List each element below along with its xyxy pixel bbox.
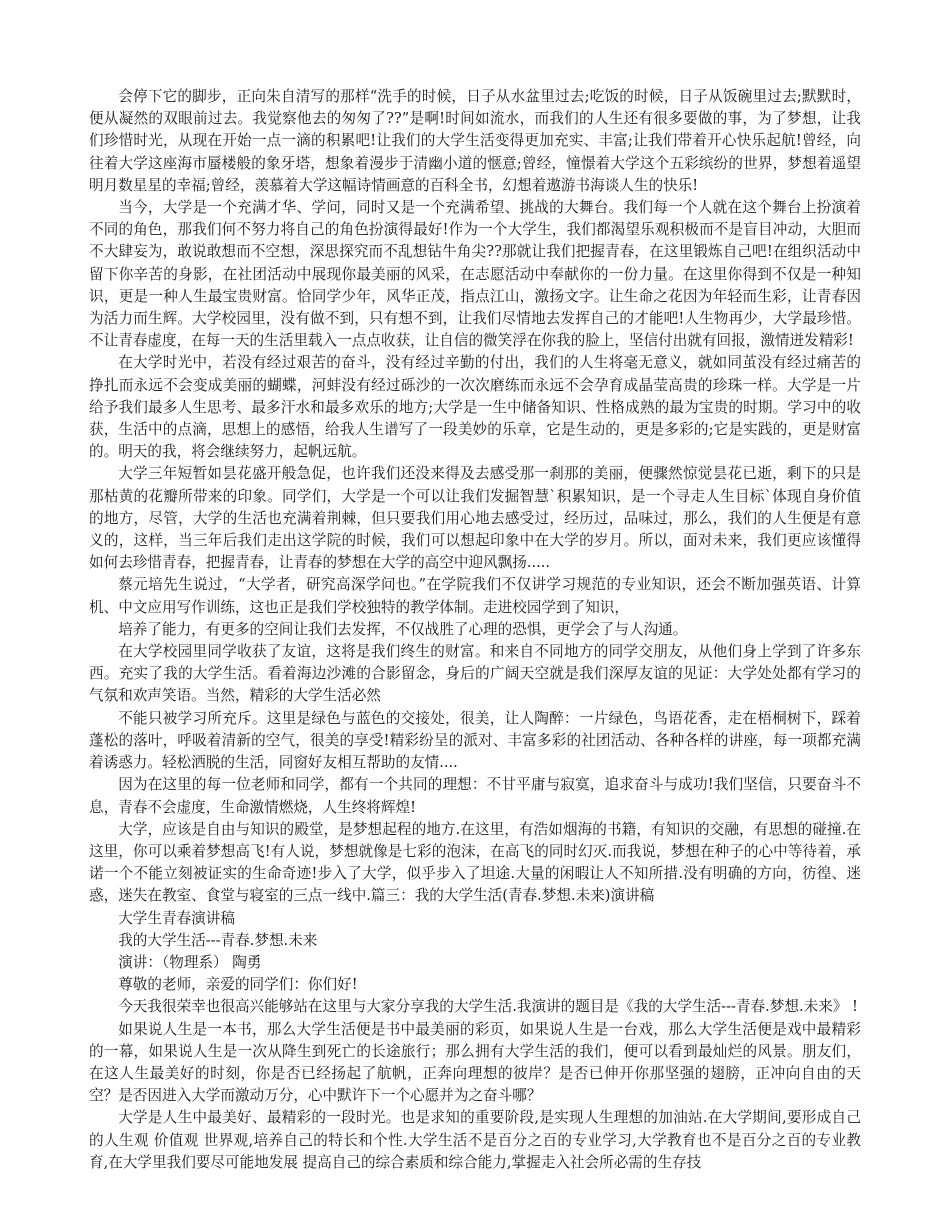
speaker-line: 演讲：（物理系） 陶勇 bbox=[118, 953, 262, 971]
paragraph: 如果说人生是一本书，那么大学生活便是书中最美丽的彩页，如果说人生是一台戏，那么大学生活便是戏中最精彩的一幕，如果说人生是一次从降生到死亡的长途旅行；那么拥有大学生活的我们，便可以看到最灿烂的风景。朋友们，在这人生最美好的时刻，你是否已经扬起了航帆，正奔向理想的彼岸？是否已伸开你那坚强的翅膀，正冲向自由的天空？是否因进入大学而激动万分，心中默许下一个心愿并为之奋斗哪？ bbox=[89, 1020, 861, 1105]
document-body bbox=[89, 86, 861, 1174]
paragraph: 蔡元培先生说过，“大学者，研究高深学问也。”在学院我们不仅讲学习规范的专业知识，还会不断加强英语、计算机、中文应用写作训练，这也正是我们学校独特的教学体制。走进校园学到了知识， bbox=[89, 576, 861, 616]
paragraph: 因为在这里的每一位老师和同学，都有一个共同的理想：不甘平庸与寂寞，追求奋斗与成功!我们坚信，只要奋斗不息，青春不会虚度，生命激情燃烧，人生终将辉煌! bbox=[89, 776, 861, 816]
speech-title: 大学生青春演讲稿 bbox=[118, 909, 235, 927]
paragraph: 今天我很荣幸也很高兴能够站在这里与大家分享我的大学生活.我演讲的题目是《我的大学生活---青春.梦想.未来》 ! bbox=[118, 998, 858, 1016]
paragraph: 不能只被学习所充斥。这里是绿色与蓝色的交接处，很美，让人陶醉：一片绿色，鸟语花香，走在梧桐树下，踩着蓬松的落叶，呼吸着清新的空气，很美的享受!精彩纷呈的派对、丰富多彩的社团活动、各种各样的讲座，每一项都充满着诱惑力。轻松洒脱的生活，同窗好友相互帮助的友情.... bbox=[89, 709, 861, 772]
paragraph: 在大学校园里同学收获了友谊，这将是我们终生的财富。和来自不同地方的同学交朋友，从他们身上学到了许多东西。充实了我的大学生活。看着海边沙滩的合影留念，身后的广阔天空就是我们深厚友谊的见证：大学处处都有学习的气氛和欢声笑语。当然，精彩的大学生活必然 bbox=[89, 643, 861, 705]
paragraph: 当今，大学是一个充满才华、学问，同时又是一个充满希望、挑战的大舞台。我们每一个人就在这个舞台上扮演着不同的角色，那我们何不努力将自己的角色扮演得最好!作为一个大学生，我们都渴望乐观积极而不是盲目冲动，大胆而不大肆妄为，敢说敢想而不空想，深思探究而不乱想钻牛角尖??那就让我们把握青春，在这里锻炼自己吧!在组织活动中留下你辛苦的身影，在社团活动中展现你最美丽的风采，在志愿活动中奉献你的一份力量。在这里你得到不仅是一种知识，更是一种人生最宝贵财富。恰同学少年，风华正茂，指点江山，激扬文字。让生命之花因为年轻而生彩，让青春因为活力而生辉。大学校园里，没有做不到，只有想不到，让我们尽情地去发挥自己的才能吧!人生物再少，大学最珍惜。不让青春虚度，在每一天的生活里载入一点点收获，让自信的微笑浮在你我的脸上，坚信付出就有回报，激情迸发精彩! bbox=[89, 199, 861, 350]
paragraph: 大学，应该是自由与知识的殿堂，是梦想起程的地方.在这里，有浩如烟海的书籍，有知识的交融，有思想的碰撞.在这里，你可以乘着梦想高飞!有人说，梦想就像是七彩的泡沫，在高飞的同时幻灭.而我说，梦想在种子的心中等待着，承诺一个不能立刻被证实的生命奇迹!步入了大学，似乎步入了坦途.大量的闲暇让人不知所措.没有明确的方向，彷徨、迷惑，迷失在教室、食堂与寝室的三点一线中.篇三：我的大学生活(青春.梦想.未来)演讲稿 bbox=[89, 820, 861, 905]
paragraph: 培养了能力，有更多的空间让我们去发挥，不仅战胜了心理的恐惧，更学会了与人沟通。 bbox=[118, 620, 688, 638]
paragraph: 在大学时光中，若没有经过艰苦的奋斗，没有经过辛勤的付出，我们的人生将毫无意义，就如同茧没有经过痛苦的挣扎而永远不会变成美丽的蝴蝶，河蚌没有经过砾沙的一次次磨练而永远不会孕育成晶莹高贵的珍珠一样。大学是一片给予我们最多人生思考、最多汗水和最多欢乐的地方;大学是一生中储备知识、性格成熟的最为宝贵的时期。学习中的收获，生活中的点滴，思想上的感悟，给我人生谱写了一段美妙的乐章，它是生动的，更是多彩的;它是实践的，更是财富的。明天的我，将会继续努力，起帆远航。 bbox=[89, 354, 861, 461]
paragraph: 大学是人生中最美好、最精彩的一段时光。也是求知的重要阶段,是实现人生理想的加油站.在大学期间,要形成自己的人生观 价值观 世界观,培养自己的特长和个性.大学生活不是百分之百的专业学习,大学教育也不是百分之百的专业教育,在大学里我们要尽可能地发展 提高自己的综合素质和综合能力,掌握走入社会所必需的生存技 bbox=[89, 1109, 861, 1171]
paragraph: 大学三年短暂如昙花盛开般急促，也许我们还没来得及去感受那一刹那的美丽，便骤然惊觉昙花已逝，剩下的只是那枯黄的花瓣所带来的印象。同学们，大学是一个可以让我们发掘智慧`积累知识，是一个寻走人生目标`体现自身价值的地方，尽管，大学的生活也充满着荆棘，但只要我们用心地去感受过，经历过，品味过，那么，我们的人生便是有意义的，这样，当三年后我们走出这学院的时候，我们可以想起印象中在大学的岁月。所以，面对未来，我们更应该懂得如何去珍惜青春，把握青春，让青春的梦想在大学的高空中迎风飘扬..... bbox=[89, 465, 861, 572]
greeting: 尊敬的老师，亲爱的同学们：你们好! bbox=[118, 976, 358, 994]
paragraph: 会停下它的脚步，正向朱自清写的那样“洗手的时候，日子从水盆里过去;吃饭的时候，日子从饭碗里过去;默默时，便从凝然的双眼前过去。我觉察他去的匆匆了??”是啊!时间如流水，而我们的人生还有很多要做的事，为了梦想，让我们珍惜时光，从现在开始一点一滴的积累吧!让我们的大学生活变得更加充实、丰富;让我们带着开心快乐起航!曾经，向往着大学这座海市蜃楼般的象牙塔，想象着漫步于清幽小道的惬意;曾经，憧憬着大学这个五彩缤纷的世界，梦想着遥望明月数星星的幸福;曾经，羡慕着大学这幅诗情画意的百科全书，幻想着遨游书海谈人生的快乐! bbox=[89, 88, 861, 194]
speech-subtitle: 我的大学生活---青春.梦想.未来 bbox=[118, 931, 318, 949]
